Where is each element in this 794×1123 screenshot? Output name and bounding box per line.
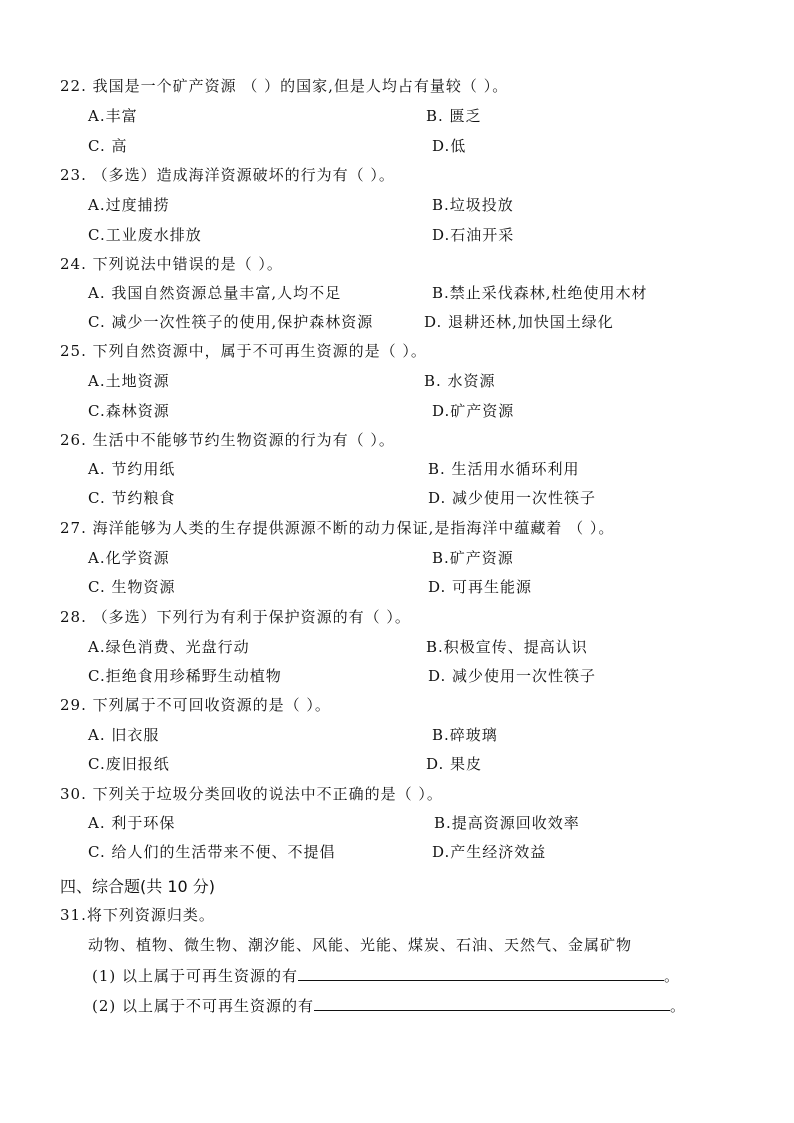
question-25-stem: 25. 下列自然资源中，属于不可再生资源的是（ ）。 xyxy=(60,342,427,360)
question-25-option-b: B. 水资源 xyxy=(424,372,496,390)
question-24-stem: 24. 下列说法中错误的是（ ）。 xyxy=(60,255,283,273)
question-27-stem: 27. 海洋能够为人类的生存提供源源不断的动力保证,是指海洋中蕴藏着 （ ）。 xyxy=(60,519,615,537)
question-31-sub-1-end: 。 xyxy=(664,967,681,985)
question-28-option-c: C.拒绝食用珍稀野生动植物 xyxy=(88,667,282,685)
question-23-option-d: D.石油开采 xyxy=(432,226,515,244)
question-29-option-d: D. 果皮 xyxy=(426,755,483,773)
question-27-option-a: A.化学资源 xyxy=(88,549,170,567)
question-22-option-d: D.低 xyxy=(432,137,467,155)
question-24-option-a: A. 我国自然资源总量丰富,人均不足 xyxy=(88,284,342,302)
question-27-option-d: D. 可再生能源 xyxy=(428,578,533,596)
question-28-stem: 28. （多选）下列行为有利于保护资源的有（ ）。 xyxy=(60,608,411,626)
question-23-option-c: C.工业废水排放 xyxy=(88,226,202,244)
question-30-stem: 30. 下列关于垃圾分类回收的说法中不正确的是（ ）。 xyxy=(60,785,443,803)
question-30-option-d: D.产生经济效益 xyxy=(432,843,547,861)
question-23-option-a: A.过度捕捞 xyxy=(88,196,170,214)
question-31-sub-2 xyxy=(92,996,686,1015)
question-29-option-b: B.碎玻璃 xyxy=(432,726,498,744)
question-27-option-c: C. 生物资源 xyxy=(88,578,176,596)
question-23-stem: 23. （多选）造成海洋资源破坏的行为有（ ）。 xyxy=(60,166,395,184)
question-31-sub-2-end: 。 xyxy=(670,997,687,1015)
question-28-option-d: D. 减少使用一次性筷子 xyxy=(428,667,597,685)
question-25-option-c: C.森林资源 xyxy=(88,402,170,420)
question-31-stem: 31.将下列资源归类。 xyxy=(60,906,215,924)
question-22-option-c: C. 高 xyxy=(88,137,128,155)
question-26-option-b: B. 生活用水循环利用 xyxy=(428,460,580,478)
question-30-option-c: C. 给人们的生活带来不便、不提倡 xyxy=(88,843,336,861)
question-24-option-c: C. 减少一次性筷子的使用,保护森林资源 xyxy=(88,313,374,331)
question-30-option-a: A. 利于环保 xyxy=(88,814,176,832)
question-24-option-b: B.禁止采伐森林,杜绝使用木材 xyxy=(432,284,648,302)
question-29-option-a: A. 旧衣服 xyxy=(88,726,160,744)
question-31-sub-1-label: (1) 以上属于可再生资源的有 xyxy=(92,967,299,985)
question-23-option-b: B.垃圾投放 xyxy=(432,196,514,214)
answer-blank-2[interactable] xyxy=(314,996,670,1011)
question-29-option-c: C.废旧报纸 xyxy=(88,755,170,773)
answer-blank-1[interactable] xyxy=(298,966,664,981)
question-29-stem: 29. 下列属于不可回收资源的是（ ）。 xyxy=(60,696,331,714)
question-26-option-a: A. 节约用纸 xyxy=(88,460,176,478)
question-24-option-d: D. 退耕还林,加快国土绿化 xyxy=(424,313,614,331)
question-22-option-a: A.丰富 xyxy=(88,107,138,125)
question-28-option-a: A.绿色消费、光盘行动 xyxy=(88,638,250,656)
question-22-stem: 22. 我国是一个矿产资源 （ ）的国家,但是人均占有量较（ ）。 xyxy=(60,77,509,95)
question-28-option-b: B.积极宣传、提高认识 xyxy=(426,638,588,656)
question-26-option-c: C. 节约粮食 xyxy=(88,489,176,507)
question-25-option-a: A.土地资源 xyxy=(88,372,170,390)
question-30-option-b: B.提高资源回收效率 xyxy=(434,814,580,832)
question-25-option-d: D.矿产资源 xyxy=(432,402,515,420)
question-31-resource-list: 动物、植物、微生物、潮汐能、风能、光能、煤炭、石油、天然气、金属矿物 xyxy=(88,936,633,954)
question-31-sub-2-label: (2) 以上属于不可再生资源的有 xyxy=(92,997,315,1015)
question-26-option-d: D. 减少使用一次性筷子 xyxy=(428,489,597,507)
question-31-sub-1 xyxy=(92,966,680,985)
section-title: 四、综合题(共 10 分) xyxy=(60,877,216,896)
question-26-stem: 26. 生活中不能够节约生物资源的行为有（ ）。 xyxy=(60,431,395,449)
question-27-option-b: B.矿产资源 xyxy=(432,549,514,567)
question-22-option-b: B. 匮乏 xyxy=(426,107,482,125)
